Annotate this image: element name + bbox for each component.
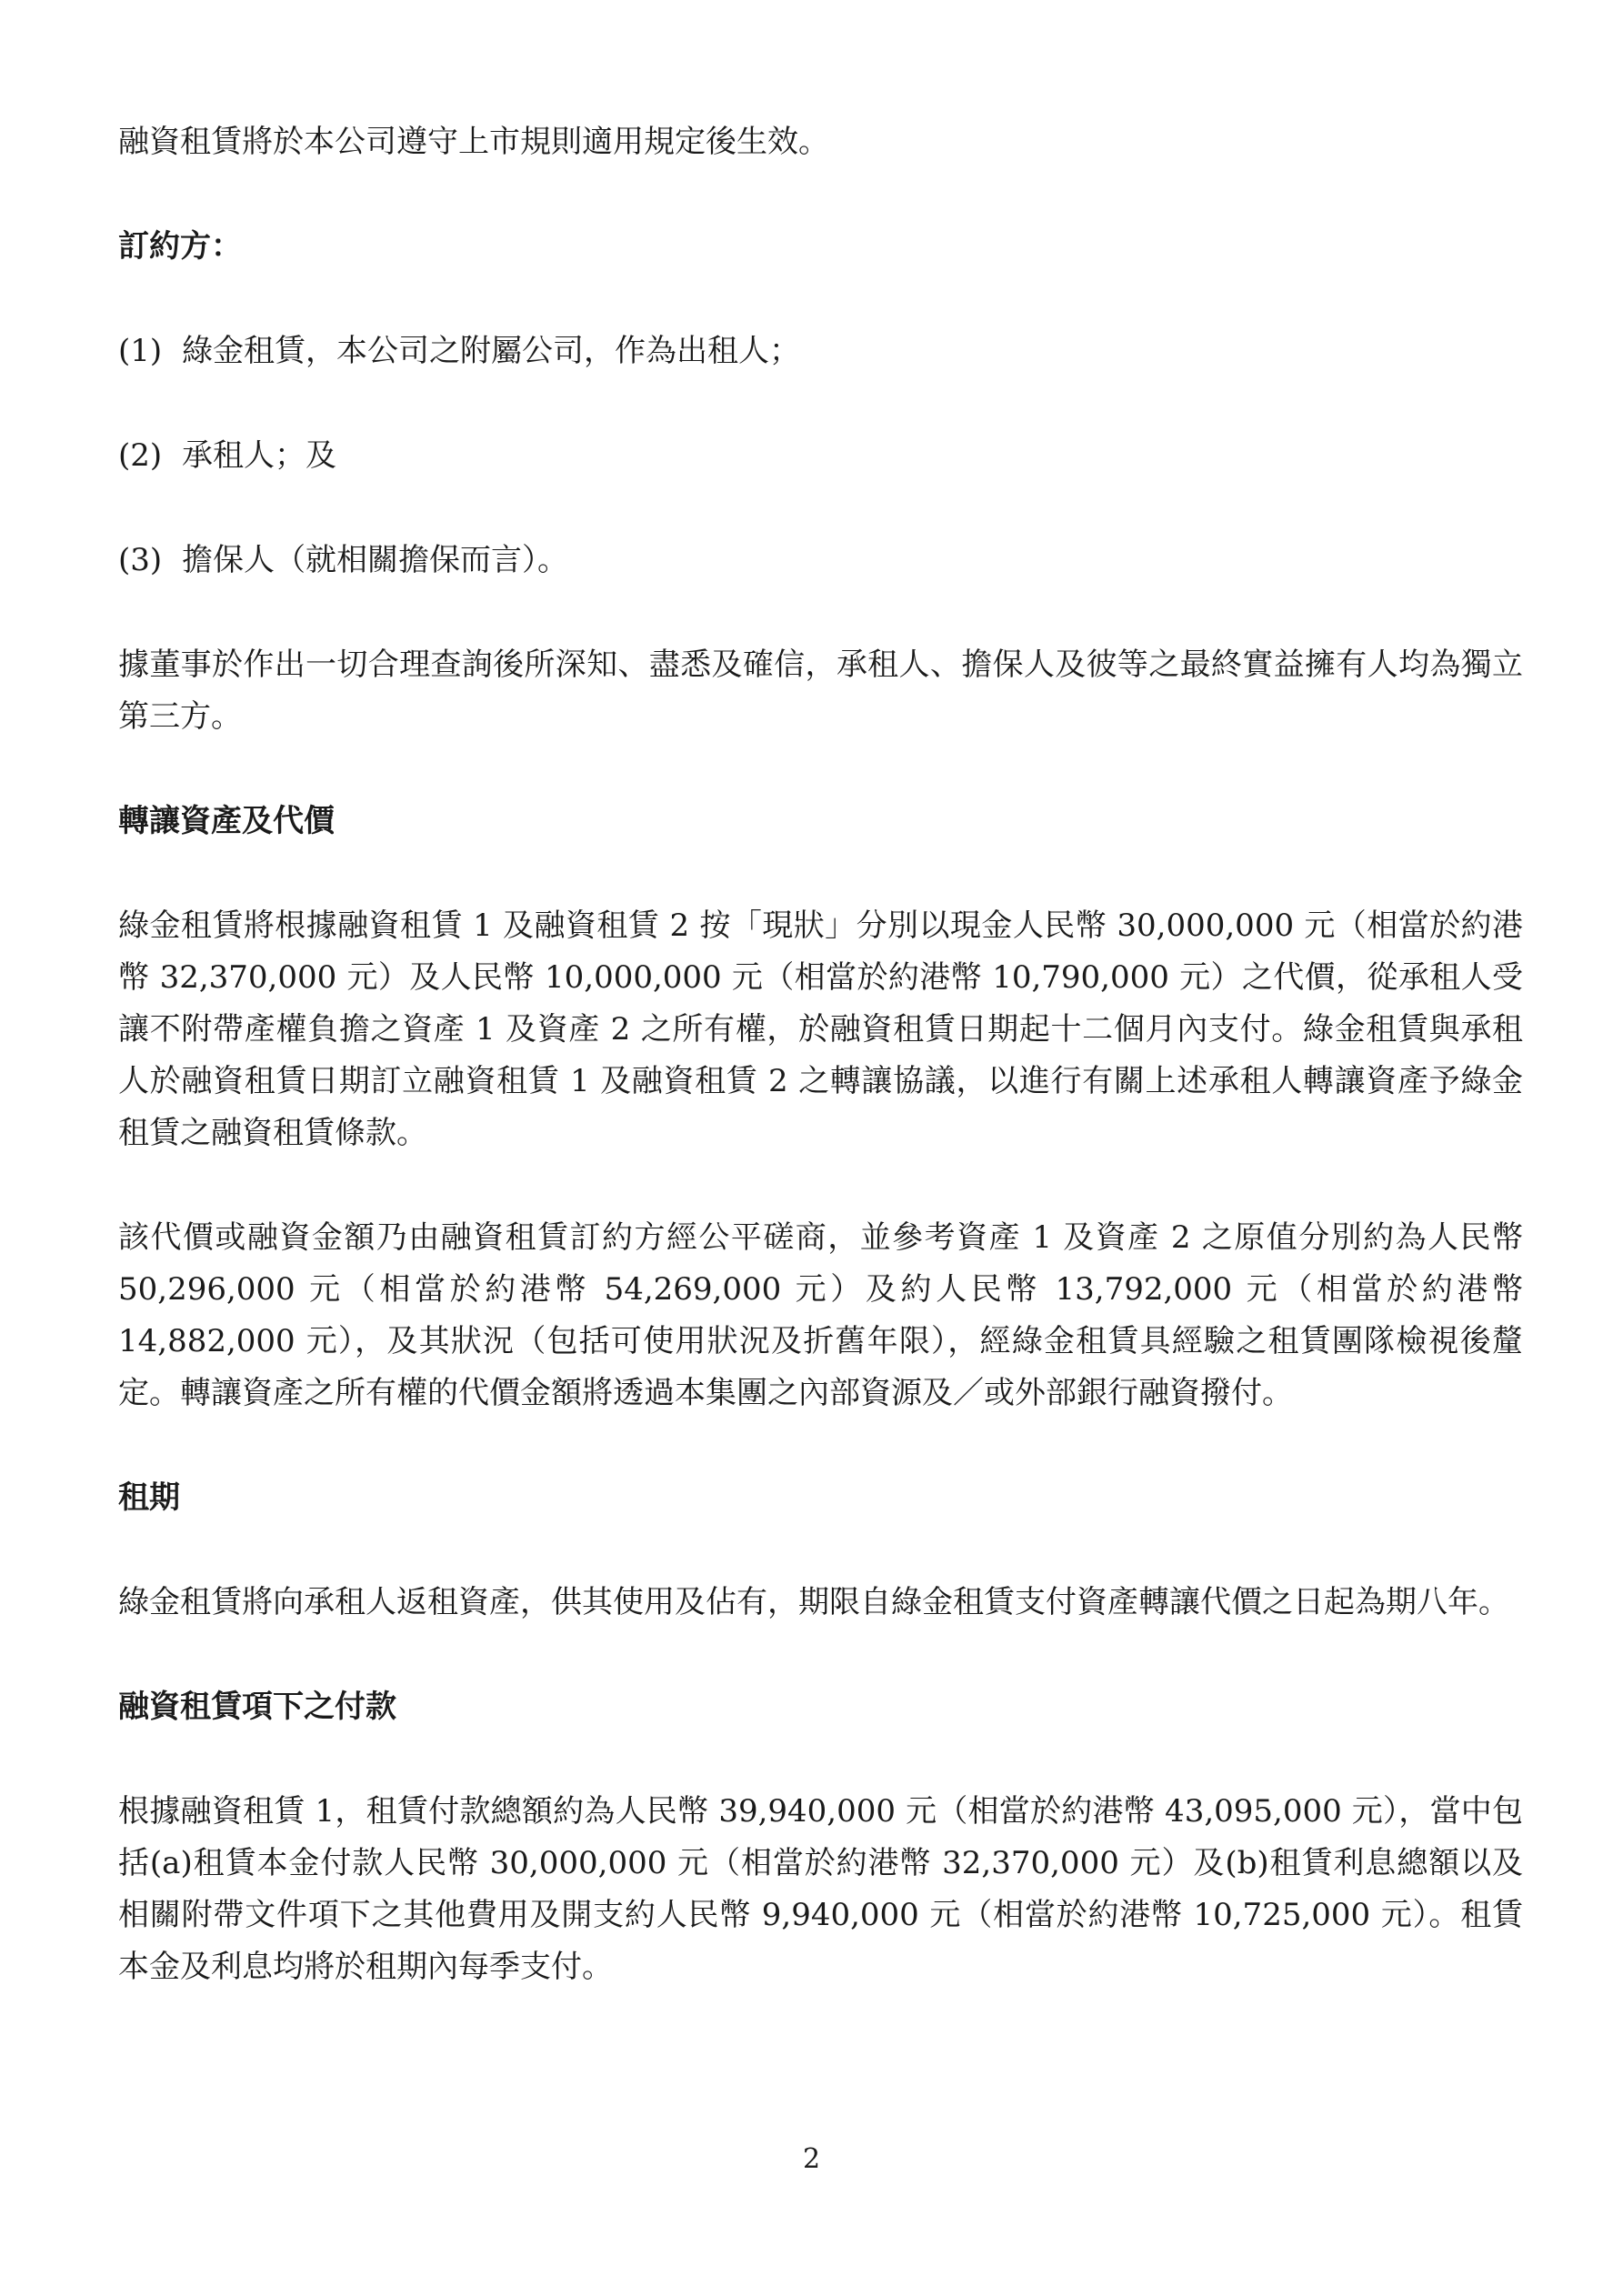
parties-heading: 訂約方： <box>118 228 242 265</box>
party-number: (3) <box>118 542 163 578</box>
party-text: 承租人；及 <box>182 437 336 474</box>
independence-paragraph: 據董事於作出一切合理查詢後所深知、盡悉及確信，承租人、擔保人及彼等之最終實益擁有人均為獨立第三方。 <box>118 647 1523 735</box>
payment-heading: 融資租賃項下之付款 <box>118 1689 396 1725</box>
effective-paragraph: 融資租賃將於本公司遵守上市規則適用規定後生效。 <box>118 124 829 160</box>
party-text: 綠金租賃，本公司之附屬公司，作為出租人； <box>182 333 800 369</box>
party-item <box>118 326 1523 377</box>
payment-paragraph: 根據融資租賃 1，租賃付款總額約為人民幣 39,940,000 元（相當於約港幣 43,095,000 元），當中包括(a)租賃本金付款人民幣 30,000,000 元（相當於約港幣 32,370,000 元）及(b)租賃利息總額以及相關附帶文件項下之其他費用及開支約人民幣 9,940,000 元（相當於約港幣 10,725,000 元）。租賃本金及利息均將於租期內每季支付。 <box>118 1793 1523 1985</box>
transfer-paragraph-2: 該代價或融資金額乃由融資租賃訂約方經公平磋商，並參考資產 1 及資產 2 之原值分別約為人民幣 50,296,000 元（相當於約港幣 54,269,000 元）及約人民幣 13,792,000 元（相當於約港幣 14,882,000 元），及其狀況（包括可使用狀況及折舊年限），經綠金租賃具經驗之租賃團隊檢視後釐定。轉讓資產之所有權的代價金額將透過本集團之內部資源及／或外部銀行融資撥付。 <box>118 1219 1523 1411</box>
party-number: (2) <box>118 437 163 474</box>
party-item <box>118 535 1523 587</box>
transfer-paragraph-1: 綠金租賃將根據融資租賃 1 及融資租賃 2 按「現狀」分別以現金人民幣 30,000,000 元（相當於約港幣 32,370,000 元）及人民幣 10,000,000 元（相當於約港幣 10,790,000 元）之代價，從承租人受讓不附帶產權負擔之資產 1 及資產 2 之所有權，於融資租賃日期起十二個月內支付。綠金租賃與承租人於融資租賃日期訂立融資租賃 1 及融資租賃 2 之轉讓協議，以進行有關上述承租人轉讓資產予綠金租賃之融資租賃條款。 <box>118 907 1523 1151</box>
page-number: 2 <box>802 2143 821 2175</box>
party-item <box>118 430 1523 482</box>
term-heading: 租期 <box>118 1479 180 1516</box>
party-text: 擔保人（就相關擔保而言）。 <box>182 542 568 578</box>
document-body <box>118 116 1523 2046</box>
party-number: (1) <box>118 333 163 369</box>
transfer-heading: 轉讓資產及代價 <box>118 803 335 839</box>
term-paragraph: 綠金租賃將向承租人返租資產，供其使用及佔有，期限自綠金租賃支付資產轉讓代價之日起為期八年。 <box>118 1584 1509 1620</box>
